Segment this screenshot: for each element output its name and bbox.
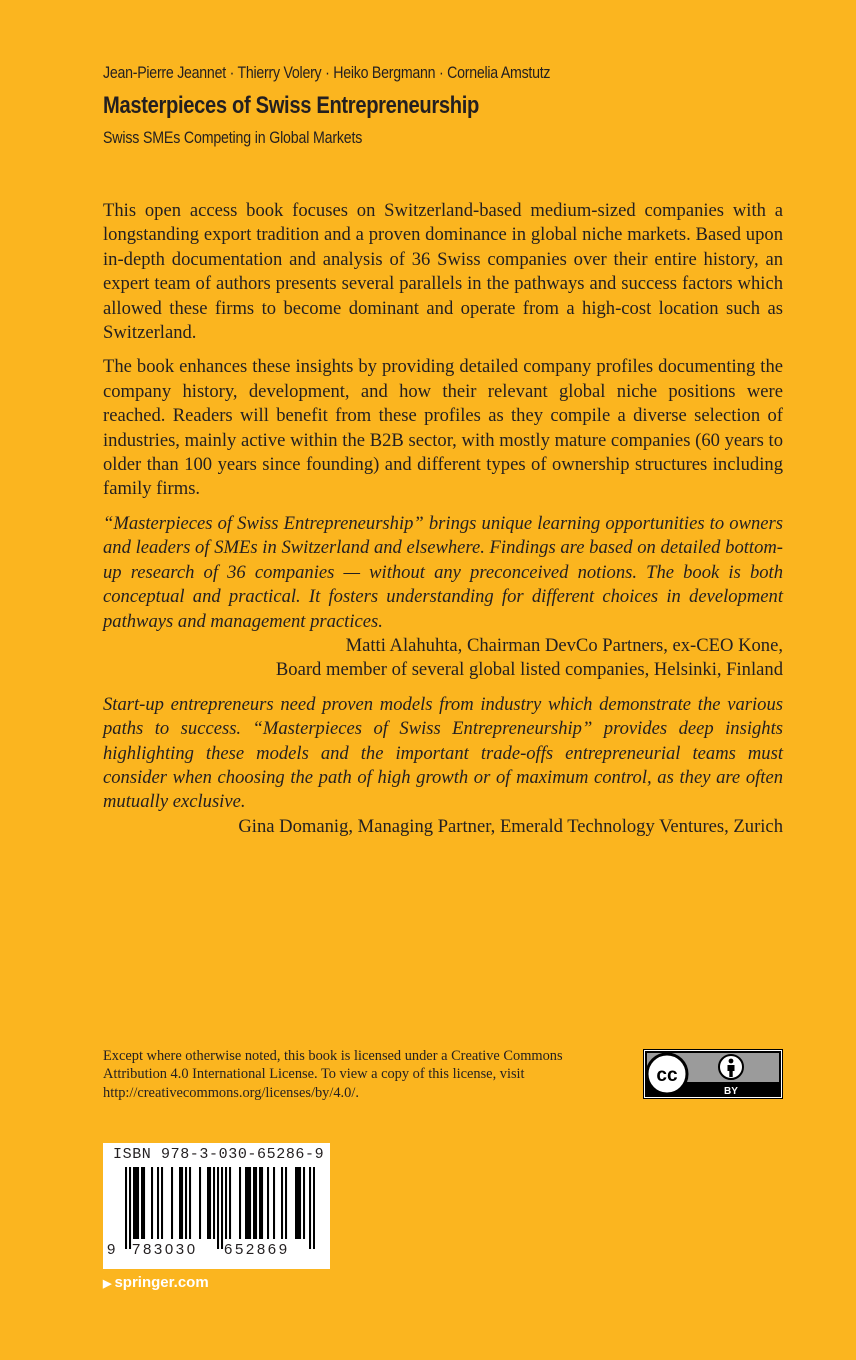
publisher-website: springer.com (114, 1274, 209, 1291)
testimonial-attribution: Gina Domanig, Managing Partner, Emerald Technology Ventures, Zurich (238, 815, 783, 837)
barcode-bar (247, 1167, 249, 1239)
barcode-bar (303, 1167, 305, 1239)
barcode-bar (209, 1167, 211, 1239)
barcode-bar (161, 1167, 163, 1239)
barcode-bar (133, 1167, 135, 1239)
barcode-bar (273, 1167, 275, 1239)
barcode-bar (225, 1167, 227, 1239)
barcode-bar (259, 1167, 261, 1239)
barcode (125, 1167, 315, 1249)
testimonial-attribution: Matti Alahuhta, Chairman DevCo Partners, ex-CEO Kone, (345, 634, 783, 656)
testimonial-quote: Start-up entrepreneurs need proven models from industry which demonstrate the various paths to success. “Masterpieces of Swiss Entrepreneurship” provides deep insights highlighting these models and the important trade-offs entrepreneurial teams must consider when choosing the path of high growth or of maximum control, as they are often mutually exclusive. (103, 693, 783, 813)
barcode-bar (299, 1167, 301, 1239)
isbn-label: ISBN 978-3-030-65286-9 (113, 1146, 325, 1163)
book-subtitle: Swiss SMEs Competing in Global Markets (103, 129, 363, 147)
barcode-bar (245, 1167, 247, 1239)
barcode-bar (309, 1167, 311, 1249)
book-title: Masterpieces of Swiss Entrepreneurship (103, 92, 480, 119)
barcode-bar (281, 1167, 283, 1239)
barcode-bar (229, 1167, 231, 1239)
barcode-bar (207, 1167, 209, 1239)
barcode-bar (157, 1167, 159, 1239)
description-paragraph: The book enhances these insights by providing detailed company profiles documenting the company history, development, and how their relevant global niche positions were reached. Readers will benefit from these profiles as they compile a diverse selection of industries, mainly active within the B2B sector, with mostly mature companies (60 years to older than 100 years since founding) and different types of ownership structures including family firms. (103, 356, 783, 500)
barcode-digits-left: 783030 (132, 1241, 198, 1258)
barcode-bar (141, 1167, 143, 1239)
barcode-bar (129, 1167, 131, 1249)
creative-commons-icon (647, 1054, 687, 1094)
barcode-bar (135, 1167, 137, 1239)
description-paragraph: This open access book focuses on Switzerland-based medium-sized companies with a longstanding export tradition and a proven dominance in global niche markets. Based upon in-depth documentation and analysis of 36 Swiss companies over their entire history, an expert team of authors presents several parallels in the pathways and success factors which allowed these firms to become dominant and operate from a high-cost location such as Switzerland. (103, 200, 783, 344)
barcode-bar (181, 1167, 183, 1239)
testimonial-quote: “Masterpieces of Swiss Entrepreneurship” brings unique learning opportunities to owners and leaders of SMEs in Switzerland and elsewhere. Findings are based on detailed bottom-up research of 36 companies — without any preconceived notions. The book is both conceptual and practical. It fosters understanding for different choices in development pathways and management practices. (103, 512, 783, 632)
barcode-bar (125, 1167, 127, 1249)
barcode-bar (189, 1167, 191, 1239)
license-notice: Except where otherwise noted, this book is licensed under a Creative Commons Attribution 4.0 International License. To view a copy of this license, visit http://creativecommons.org/licenses/by/4.0/. (103, 1048, 563, 1101)
barcode-bar (267, 1167, 269, 1239)
by-label: BY (724, 1086, 738, 1097)
isbn-barcode-box (103, 1143, 330, 1269)
barcode-bar (239, 1167, 241, 1239)
arrow-right-icon: ▶ (103, 1278, 112, 1290)
barcode-bar (199, 1167, 201, 1239)
barcode-bar (143, 1167, 145, 1239)
barcode-bar (137, 1167, 139, 1239)
person-icon (719, 1055, 743, 1079)
cc-glyph: cc (656, 1065, 678, 1086)
author-list: Jean-Pierre Jeannet · Thierry Volery · Heiko Bergmann · Cornelia Amstutz (103, 64, 551, 82)
barcode-bar (217, 1167, 219, 1249)
publisher-link[interactable] (103, 1274, 209, 1291)
barcode-bar (179, 1167, 181, 1239)
barcode-bar (213, 1167, 215, 1239)
barcode-bar (255, 1167, 257, 1239)
barcode-bar (297, 1167, 299, 1239)
barcode-bar (295, 1167, 297, 1239)
barcode-digits-right: 652869 (224, 1241, 290, 1258)
back-cover-copy (103, 199, 783, 849)
barcode-bar (249, 1167, 251, 1239)
cc-by-badge (643, 1049, 783, 1099)
barcode-bar (151, 1167, 153, 1239)
barcode-bar (253, 1167, 255, 1239)
barcode-bar (313, 1167, 315, 1249)
barcode-bar (185, 1167, 187, 1239)
testimonial-attribution: Board member of several global listed companies, Helsinki, Finland (275, 659, 783, 681)
barcode-bar (171, 1167, 173, 1239)
barcode-bar (285, 1167, 287, 1239)
barcode-digit-first: 9 (107, 1241, 116, 1258)
barcode-bar (261, 1167, 263, 1239)
barcode-bar (221, 1167, 223, 1249)
